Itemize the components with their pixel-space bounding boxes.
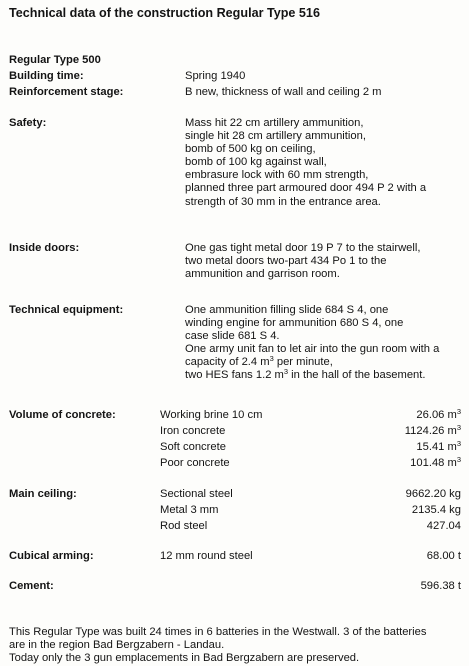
- safety-line: Mass hit 22 cm artillery ammunition,: [185, 117, 364, 129]
- inside-doors-line: two metal doors two-part 434 Po 1 to the: [185, 255, 387, 268]
- page-title: Technical data of the construction Regular Type 516: [9, 6, 320, 20]
- ceiling-row-name: Metal 3 mm: [160, 504, 219, 516]
- cement-label: Cement:: [9, 580, 54, 592]
- cubical-arming-label: Cubical arming:: [9, 550, 94, 562]
- ceiling-row-value: 427.04: [426, 520, 461, 532]
- reinforcement-label: Reinforcement stage:: [9, 86, 124, 98]
- inside-doors-label: Inside doors:: [9, 242, 80, 254]
- type-label: Regular Type 500: [9, 54, 101, 66]
- cubical-arming-value: 68.00 t: [426, 550, 461, 562]
- inside-doors-line: One gas tight metal door 19 P 7 to the stairwell,: [185, 242, 421, 254]
- inside-doors-line: ammunition and garrison room.: [185, 268, 340, 281]
- building-time-value: Spring 1940: [185, 70, 246, 82]
- equipment-line: capacity of 2.4 $m^3$ per minute,: [185, 354, 333, 369]
- concrete-row-name: Soft concrete: [160, 441, 226, 453]
- concrete-row-value: 1124.26 $m^3$: [404, 423, 461, 437]
- equipment-line: two HES fans 1.2 $m^3$ in the hall of the basement.: [185, 367, 426, 382]
- concrete-row-value: 26.06 $m^3$: [416, 407, 461, 421]
- equipment-line: One army unit fan to let air into the gun room with a: [185, 343, 440, 356]
- ceiling-row-name: Rod steel: [160, 520, 208, 532]
- footer-line: This Regular Type was built 24 times in 6 batteries in the Westwall. 3 of the batteries: [9, 626, 427, 638]
- safety-line: planned three part armoured door 494 P 2 with a: [185, 182, 427, 195]
- safety-line: strength of 30 mm in the entrance area.: [185, 195, 381, 208]
- building-time-label: Building time:: [9, 70, 84, 82]
- technical-equipment-label: Technical equipment:: [9, 304, 124, 316]
- safety-line: embrasure lock with 60 mm strength,: [185, 169, 369, 182]
- safety-line: bomb of 100 kg against wall,: [185, 156, 327, 169]
- concrete-row-value: 101.48 $m^3$: [410, 455, 461, 469]
- reinforcement-value: B new, thickness of wall and ceiling 2 m: [185, 86, 382, 98]
- safety-line: bomb of 500 kg on ceiling,: [185, 143, 316, 156]
- concrete-row-value: 15.41 $m^3$: [416, 439, 461, 453]
- ceiling-row-name: Sectional steel: [160, 488, 233, 500]
- safety-line: single hit 28 cm artillery ammunition,: [185, 130, 366, 143]
- footer-text: [9, 626, 426, 665]
- footer-line: Today only the 3 gun emplacements in Bad Bergzabern are preserved.: [9, 652, 360, 664]
- main-ceiling-label: Main ceiling:: [9, 488, 77, 500]
- concrete-row-name: Poor concrete: [160, 457, 230, 469]
- cubical-arming-name: 12 mm round steel: [160, 550, 253, 562]
- ceiling-row-value: 2135.4 kg: [411, 504, 461, 516]
- equipment-line: winding engine for ammunition 680 S 4, one: [185, 317, 404, 330]
- concrete-label: Volume of concrete:: [9, 409, 116, 421]
- equipment-line: One ammunition filling slide 684 S 4, one: [185, 304, 389, 316]
- safety-text: [185, 117, 426, 209]
- concrete-row-name: Iron concrete: [160, 425, 226, 437]
- technical-equipment-text: [185, 304, 439, 383]
- concrete-row-name: Working brine 10 cm: [160, 409, 263, 421]
- cement-value: 596.38 t: [420, 580, 461, 592]
- ceiling-row-value: 9662.20 kg: [405, 488, 461, 500]
- safety-label: Safety:: [9, 117, 47, 129]
- equipment-line: case slide 681 S 4.: [185, 330, 280, 343]
- inside-doors-text: [185, 242, 420, 281]
- footer-line: are in the region Bad Bergzabern - Landau.: [9, 639, 225, 651]
